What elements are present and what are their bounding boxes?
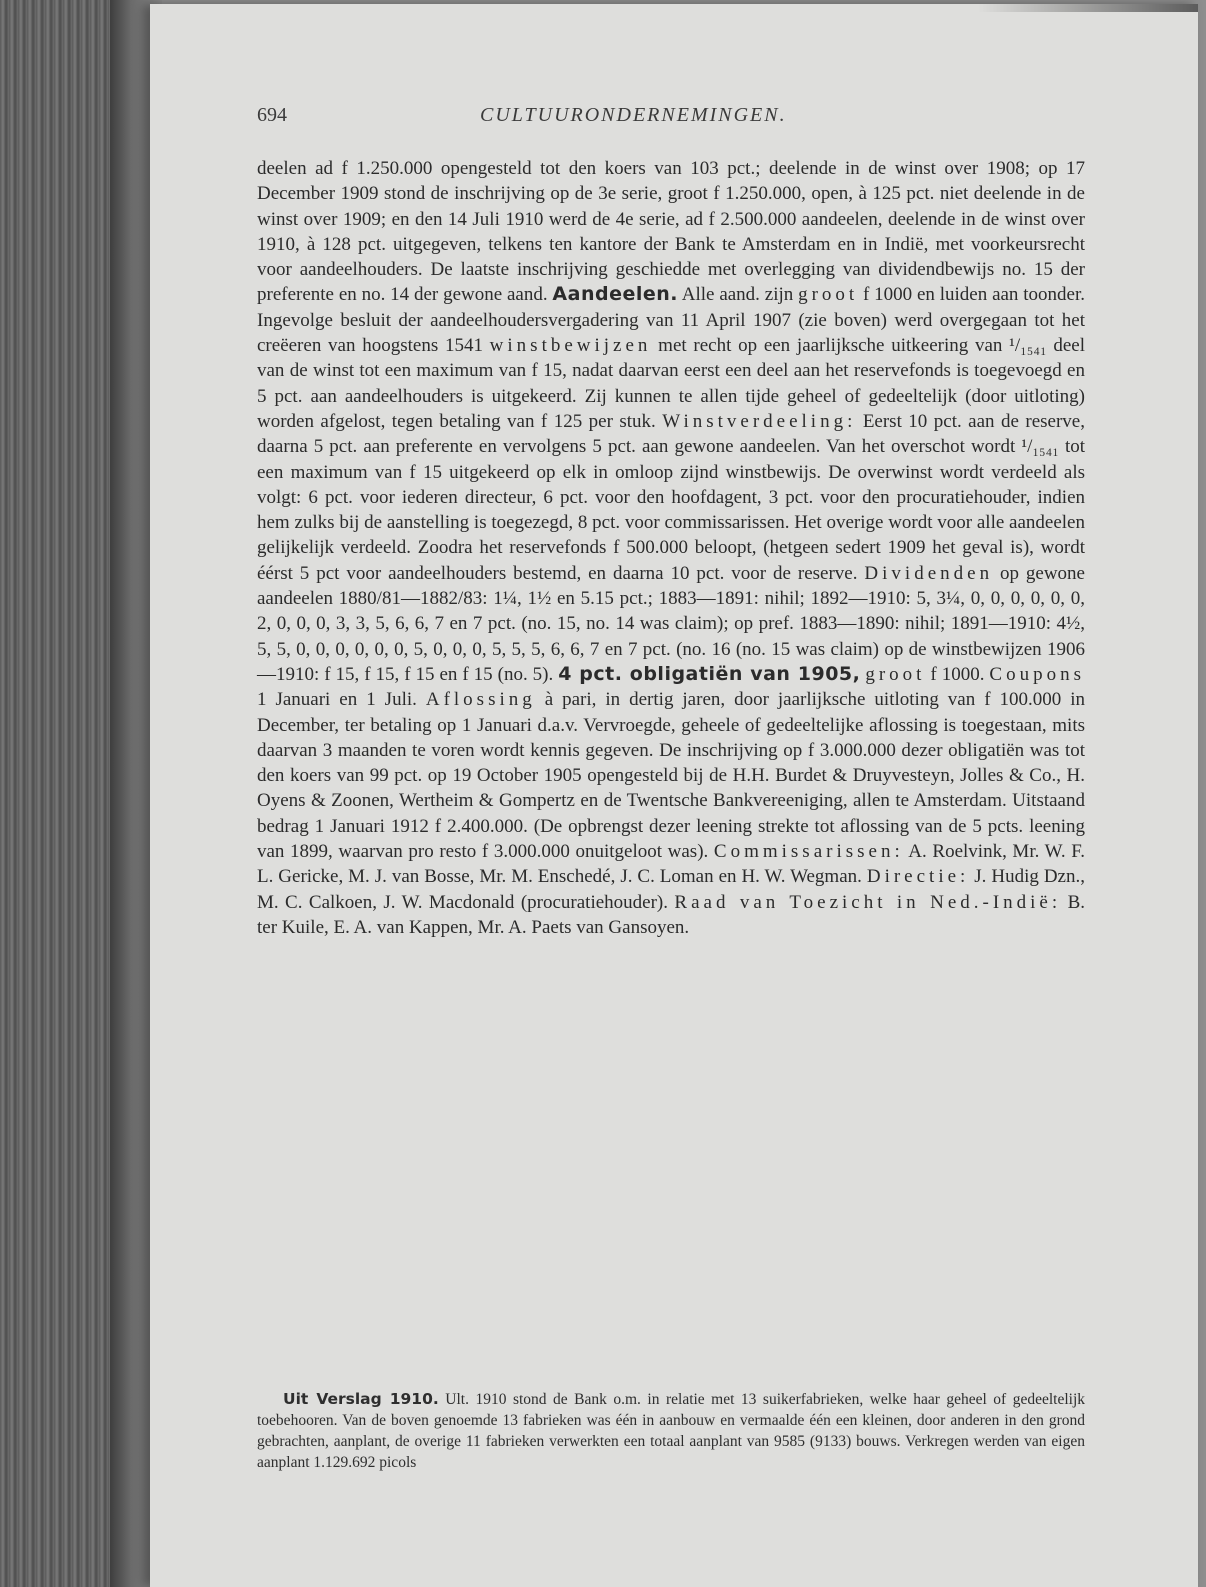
verslag-section [257,1389,1085,1473]
dividenden-heading: Dividenden [864,562,994,584]
aflossing-heading: Aflossing [425,689,536,711]
winstbewijzen-spaced: winstbewijzen [489,335,652,357]
text-segment: op gewone aandeelen 1880/81—1882/83: 1¼, 1½ en 5.15 pct.; 1883—1891: nihil; 1892—1910: 5, 3¼, 0, 0, 0, 0, 0, 0, 2, 0, 0, 0, 3, 3, 5, 6, 6, 7 en 7 pct. (no. 15, no. 14 was claim); op pref. 1883—1890: nihil; 1891—1910: 4½, 5, 5, 0, 0, 0, 0, 0, 0, 5, 0, 0, 0, 5, 5, 5, 6, 6, 7 en 7 pct. (no. 16 (no. 15 was claim) op de winstbewijzen 1906—1910: f 15, f 15, f 15 en f 15 (no. 5). [257,562,1085,685]
page-header [257,104,857,134]
obligatien-heading: 4 pct. obligatiën van 1905, [558,662,861,685]
raad-van-toezicht-heading: Raad van Toezicht in Ned.-Indië: [674,891,1062,913]
text-segment: 1 Januari en 1 Juli. [257,689,426,711]
verslag-paragraph [257,1389,1085,1473]
text-segment: f 1000 en luiden aan toonder. Ingevolge besluit der aandeelhoudersvergadering van 11 April 1907 (zie boven) werd overgegaan tot het creëeren van hoogstens 1541 [257,284,1085,357]
page-number: 694 [257,104,287,126]
text-segment: J. Hudig Dzn., M. C. Calkoen, J. W. Macdonald (procuratiehouder). [257,866,1085,913]
page-corner-shadow [978,4,1198,12]
text-segment: Alle aand. zijn [678,284,799,306]
running-title: CULTUURONDERNEMINGEN. [480,104,787,126]
main-paragraph [257,156,1085,940]
verslag-heading: Uit Verslag 1910. [283,1390,439,1408]
text-segment: f 1000. [925,663,990,685]
groot-spaced: groot [865,663,926,685]
coupons-heading: Coupons [989,663,1085,685]
text-segment: à pari, in dertig jaren, door jaarlijksche uitloting van f 100.000 in December, ter betaling op 1 Januari d.a.v. Vervroegde, geheele of gedeeltelijke aflossing is toegestaan, mits daarvan 3 maanden te voren wordt kennis gegeven. De inschrijving op f 3.000.000 dezer obligatiën was tot den koers van 99 pct. op 19 October 1905 opengesteld bij de H.H. Burdet & Druyvesteyn, Jolles & Co., H. Oyens & Zoonen, Wertheim & Gompertz en de Twentsche Bankvereeniging, allen te Amsterdam. Uitstaand bedrag 1 Januari 1912 f 2.400.000. (De opbrengst dezer leening strekte tot aflossing van de 5 pcts. leening van 1899, waarvan pro resto f 3.000.000 onuitgeloot was). [257,689,1085,863]
commissarissen-heading: Commissarissen: [713,841,904,863]
winstverdeeling-heading: Winstverdeeling: [662,410,857,432]
main-text-block [257,156,1085,940]
text-segment: A. Roelvink, Mr. W. F. L. Gericke, M. J. van Bosse, Mr. M. Enschedé, J. C. Loman en H. W. Wegman. [257,841,1085,888]
text-segment: Eerst 10 pct. aan de reserve, daarna 5 pct. aan preferente en vervolgens 5 pct. aan gewone aandeelen. Van het overschot wordt ¹/₁₅₄₁ tot een maximum van f 15 uitgekeerd op elk in omloop zijnd winstbewijs. De overwinst wordt verdeeld als volgt: 6 pct. voor iederen directeur, 6 pct. voor den hoofdagent, 3 pct. voor den procuratiehouder, indien hem zulks bij de aanstelling is toegezegd, 8 pct. voor commissarissen. Het overige wordt voor alle aandeelen gelijkelijk verdeeld. Zoodra het reservefonds f 500.000 beloopt, (hetgeen sedert 1909 het geval is), wordt éérst 5 pct voor aandeelhouders bestemd, en daarna 10 pct. voor de reserve. [257,410,1085,584]
directie-heading: Directie: [866,866,970,888]
text-segment: deelen ad f 1.250.000 opengesteld tot den koers van 103 pct.; deelende in de winst over 1908; op 17 December 1909 stond de inschrijving op de 3e serie, groot f 1.250.000, open, à 125 pct. niet deelende in de winst over 1909; en den 14 Juli 1910 werd de 4e serie, ad f 2.500.000 aandeelen, deelende in de winst over 1910, à 128 pct. uitgegeven, telkens ten kantore der Bank te Amsterdam en in Indië, met voorkeursrecht voor aandeelhouders. De laatste inschrijving geschiedde met overlegging van dividendbewijs no. 15 der preferente en no. 14 der gewone aand. [257,158,1085,306]
aandeelen-heading: Aandeelen. [552,283,678,306]
groot-spaced: groot [798,284,859,306]
book-page [150,4,1198,1587]
text-segment: B. ter Kuile, E. A. van Kappen, Mr. A. Paets van Gansoyen. [257,891,1085,938]
text-segment: met recht op een jaarlijksche uitkeering van ¹/₁₅₄₁ deel van de winst tot een maximum van f 15, nadat daarvan eerst een deel aan het reservefonds is toegevoegd en 5 pct. aan aandeelhouders is uitgekeerd. Zij kunnen te allen tijde geheel of gedeeltelijk (door uitloting) worden afgelost, tegen betaling van f 125 per stuk. [257,335,1085,432]
verslag-text: Ult. 1910 stond de Bank o.m. in relatie met 13 suikerfabrieken, welke haar geheel of gedeeltelijk toebehooren. Van de boven genoemde 13 fabrieken was één in aanbouw en vermaalde één een kleinen, door anderen in den grond gebrachten, aanplant, de overige 11 fabrieken verwerkten een totaal aanplant van 9585 (9133) bouws. Verkregen werden van eigen aanplant 1.129.692 picols [257,1391,1086,1471]
